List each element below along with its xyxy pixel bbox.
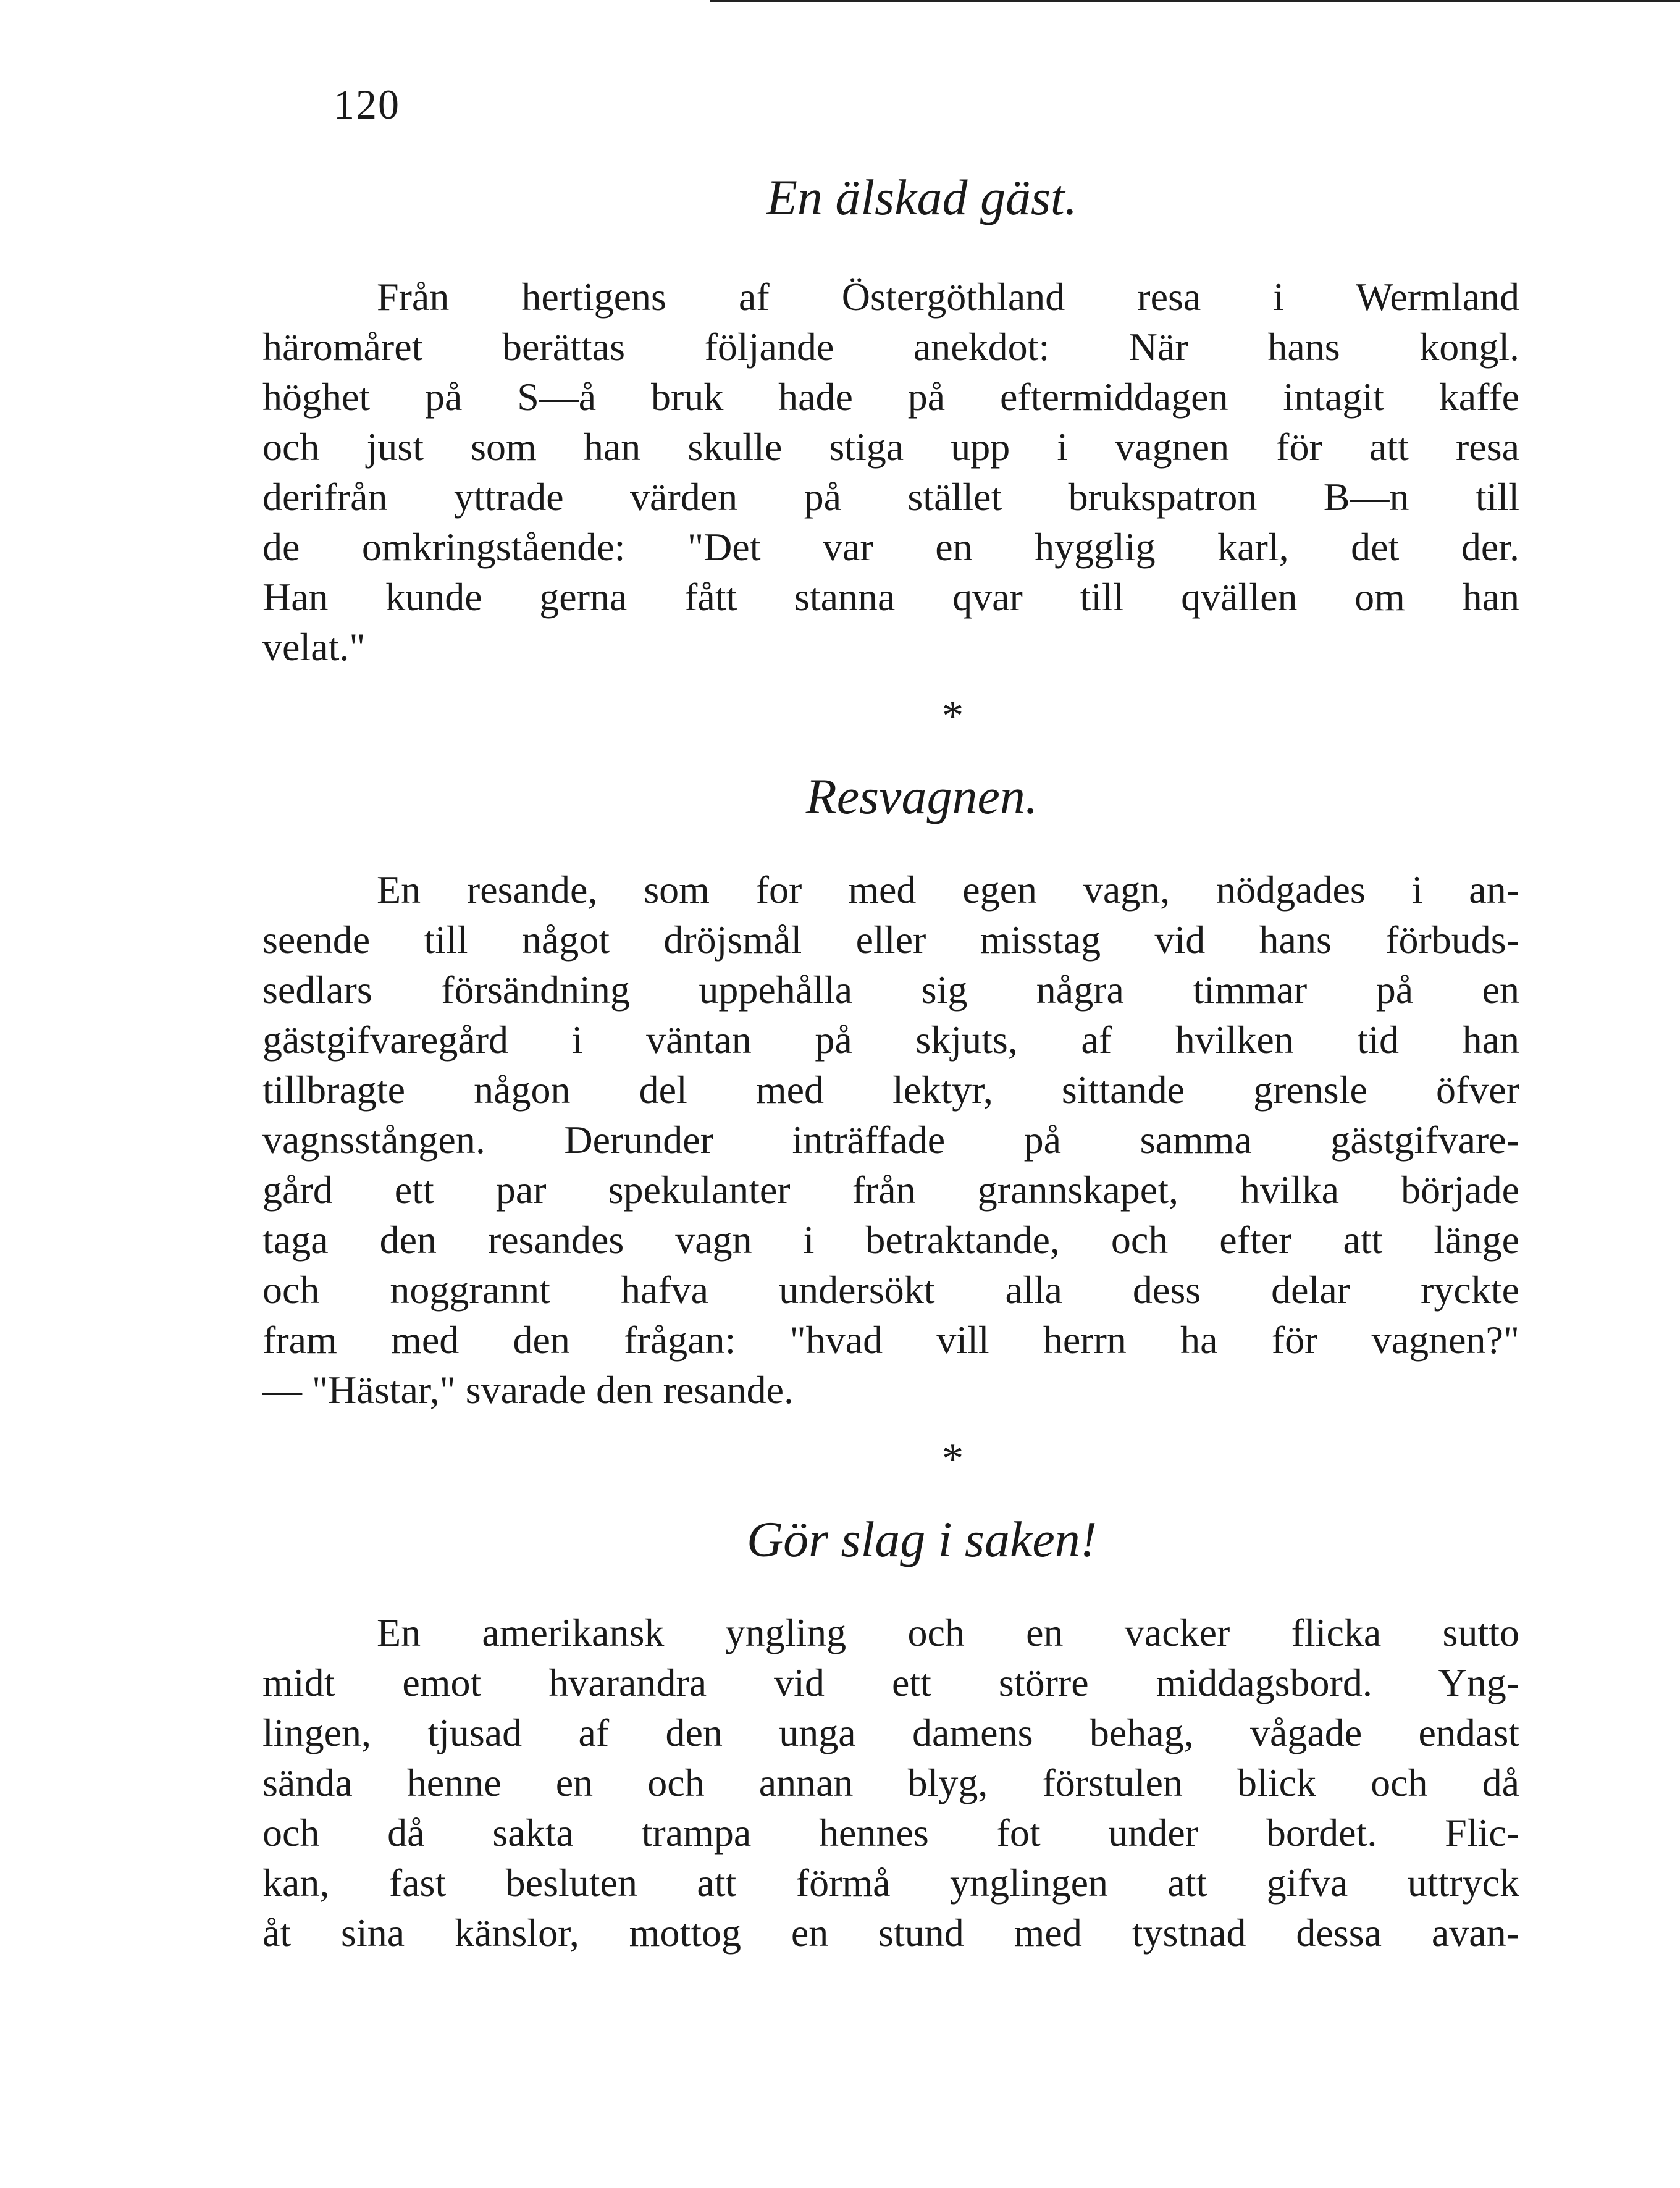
text-line: Han kunde gerna fått stanna qvar till qvällen om han bbox=[262, 575, 1519, 619]
section-title-resvagnen: Resvagnen. bbox=[805, 768, 1038, 824]
text-line: fram med den frågan: "hvad vill herrn ha för vagnen?" bbox=[262, 1318, 1519, 1362]
text-line: sedlars försändning uppehålla sig några timmar på en bbox=[262, 968, 1519, 1012]
text-line: häromåret berättas följande anekdot: När hans kongl. bbox=[262, 325, 1519, 369]
text-line: — "Hästar," svarade den resande. bbox=[262, 1368, 794, 1412]
section-paragraph-gor-slag-i-saken bbox=[262, 1607, 1519, 1958]
text-line: En resande, som for med egen vagn, nödgades i an- bbox=[377, 868, 1519, 912]
text-line: de omkringstående: "Det var en hygglig karl, det der. bbox=[262, 525, 1519, 569]
top-edge-rule bbox=[710, 0, 1680, 2]
section-paragraph-resvagnen bbox=[262, 865, 1519, 1415]
text-line: åt sina känslor, mottog en stund med tystnad dessa avan- bbox=[262, 1911, 1519, 1955]
text-line: och just som han skulle stiga upp i vagnen för att resa bbox=[262, 425, 1519, 469]
text-line: kan, fast besluten att förmå ynglingen att gifva uttryck bbox=[262, 1861, 1519, 1905]
text-line: höghet på S—å bruk hade på eftermiddagen intagit kaffe bbox=[262, 375, 1519, 419]
text-line: Från hertigens af Östergöthland resa i Wermland bbox=[377, 275, 1519, 319]
section-paragraph-en-alskad-gast bbox=[262, 272, 1519, 672]
text-line: seende till något dröjsmål eller misstag vid hans förbuds- bbox=[262, 918, 1519, 962]
text-line: och noggrannt hafva undersökt alla dess delar ryckte bbox=[262, 1268, 1519, 1312]
section-separator-asterisk: * bbox=[942, 1435, 964, 1483]
text-line: derifrån yttrade värden på stället brukspatron B—n till bbox=[262, 475, 1519, 519]
text-line: gästgifvaregård i väntan på skjuts, af hvilken tid han bbox=[262, 1018, 1519, 1062]
text-line: midt emot hvarandra vid ett större middagsbord. Yng- bbox=[262, 1661, 1519, 1704]
section-separator-asterisk: * bbox=[942, 692, 964, 740]
text-line: och då sakta trampa hennes fot under bordet. Flic- bbox=[262, 1811, 1519, 1855]
section-title-en-alskad-gast: En älskad gäst. bbox=[766, 169, 1078, 225]
text-line: vagnsstången. Derunder inträffade på samma gästgifvare- bbox=[262, 1118, 1519, 1162]
text-line: lingen, tjusad af den unga damens behag, vågade endast bbox=[262, 1711, 1519, 1754]
text-line: En amerikansk yngling och en vacker flicka sutto bbox=[377, 1611, 1519, 1654]
text-line: tillbragte någon del med lektyr, sittande grensle öfver bbox=[262, 1068, 1519, 1112]
text-line: taga den resandes vagn i betraktande, och efter att länge bbox=[262, 1218, 1519, 1262]
text-line: velat." bbox=[262, 625, 366, 669]
page-number: 120 bbox=[334, 81, 400, 128]
text-line: sända henne en och annan blyg, förstulen blick och då bbox=[262, 1761, 1519, 1804]
section-title-gor-slag-i-saken: Gör slag i saken! bbox=[746, 1511, 1098, 1567]
text-line: gård ett par spekulanter från grannskapet, hvilka började bbox=[262, 1168, 1519, 1212]
page-body bbox=[262, 167, 1519, 1958]
